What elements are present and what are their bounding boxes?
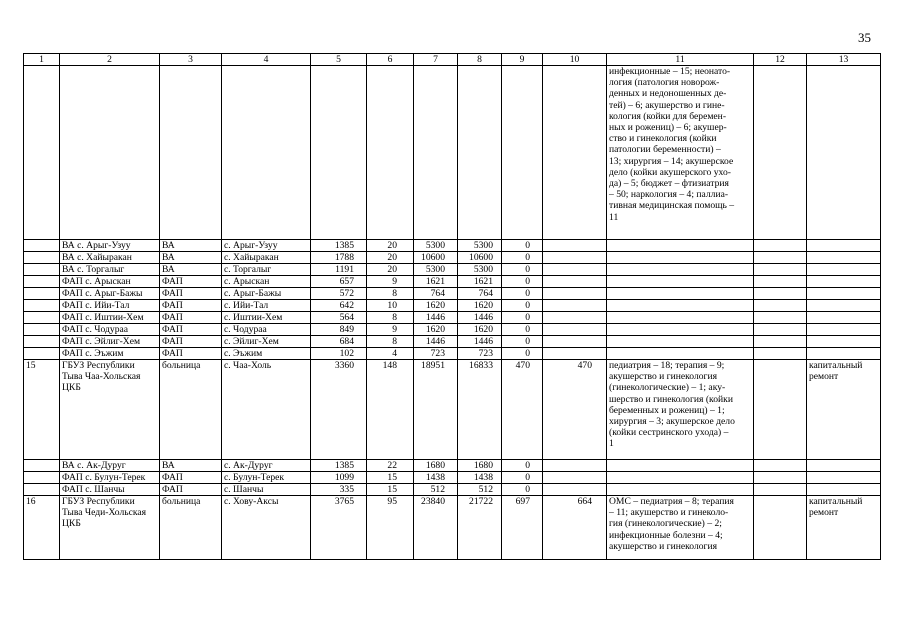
cell-col-13 (807, 276, 881, 288)
table-row (24, 336, 881, 348)
cell-col-4: с. Эъжим (222, 348, 311, 360)
cell-col-9: 0 (502, 484, 543, 496)
cell-col-6: 10 (367, 300, 414, 312)
cell-col-10 (543, 484, 607, 496)
cell-col-8: 1446 (458, 336, 502, 348)
table-row (24, 472, 881, 484)
cell-col-13: капитальный ремонт (807, 360, 881, 460)
cell-col-6: 8 (367, 288, 414, 300)
cell-col-9: 0 (502, 240, 543, 252)
cell-col-4: с. Арыг-Узуу (222, 240, 311, 252)
cell-col-7: 10600 (414, 252, 458, 264)
cell-col-1 (24, 312, 60, 324)
cell-col-10 (543, 472, 607, 484)
cell-col-8: 723 (458, 348, 502, 360)
cell-col-5: 1788 (311, 252, 367, 264)
cell-col-6: 22 (367, 460, 414, 472)
cell-col-8: 512 (458, 484, 502, 496)
cell-col-5: 849 (311, 324, 367, 336)
cell-col-5: 1099 (311, 472, 367, 484)
cell-col-7: 723 (414, 348, 458, 360)
table-row (24, 496, 881, 560)
cell-col-8: 1620 (458, 300, 502, 312)
cell-col-7: 18951 (414, 360, 458, 460)
cell-col-3: ФАП (160, 312, 222, 324)
cell-col-6: 20 (367, 264, 414, 276)
cell-col-12 (754, 312, 807, 324)
cell-col-7: 1438 (414, 472, 458, 484)
cell-col-5: 564 (311, 312, 367, 324)
table-row (24, 288, 881, 300)
cell-col-13 (807, 472, 881, 484)
cell-col-5: 684 (311, 336, 367, 348)
cell-col-6: 20 (367, 240, 414, 252)
cell-col-4: с. Арыг-Бажы (222, 288, 311, 300)
cell-col-11 (607, 336, 754, 348)
cell-col-4: с. Чодураа (222, 324, 311, 336)
cell-col-2: ВА с. Хайыракан (60, 252, 160, 264)
column-header-9: 9 (502, 54, 543, 66)
cell-col-13 (807, 484, 881, 496)
cell-col-6: 9 (367, 324, 414, 336)
cell-col-9: 470 (502, 360, 543, 460)
cell-col-3: ФАП (160, 348, 222, 360)
cell-col-2: ФАП с. Эъжим (60, 348, 160, 360)
cell-col-13 (807, 288, 881, 300)
cell-col-7: 5300 (414, 240, 458, 252)
cell-col-4: с. Ийи-Тал (222, 300, 311, 312)
table-row (24, 240, 881, 252)
cell-col-4: с. Эйлиг-Хем (222, 336, 311, 348)
cell-col-1 (24, 324, 60, 336)
table-row (24, 264, 881, 276)
cell-col-11 (607, 300, 754, 312)
cell-col-4: с. Торгалыг (222, 264, 311, 276)
cell-col-3: больница (160, 360, 222, 460)
cell-col-10 (543, 460, 607, 472)
cell-col-10: 470 (543, 360, 607, 460)
cell-col-1 (24, 472, 60, 484)
column-header-12: 12 (754, 54, 807, 66)
cell-col-13 (807, 460, 881, 472)
cell-col-4: с. Ак-Дуруг (222, 460, 311, 472)
cell-col-10 (543, 336, 607, 348)
cell-col-6: 4 (367, 348, 414, 360)
cell-col-6: 95 (367, 496, 414, 560)
column-header-13: 13 (807, 54, 881, 66)
cell-col-11: педиатрия – 18; терапия – 9; акушерство и гинекология (гинекологические) – 1; аку- шерство и гинекология (койки беременных и рожениц) – 1; хирургия – 3; акушерское дело (койки сестринского ухода) – 1 (607, 360, 754, 460)
table-row (24, 460, 881, 472)
cell-col-2: ФАП с. Шанчы (60, 484, 160, 496)
cell-col-6: 15 (367, 484, 414, 496)
cell-col-11 (607, 252, 754, 264)
cell-col-5: 1385 (311, 460, 367, 472)
cell-col-12 (754, 264, 807, 276)
cell-col-5: 572 (311, 288, 367, 300)
table-row (24, 360, 881, 460)
cell-col-5 (311, 66, 367, 240)
cell-col-9: 0 (502, 300, 543, 312)
cell-col-11 (607, 472, 754, 484)
cell-col-12 (754, 288, 807, 300)
cell-col-13: капитальный ремонт (807, 496, 881, 560)
cell-col-2: ФАП с. Арыскан (60, 276, 160, 288)
cell-col-3: ФАП (160, 276, 222, 288)
cell-col-13 (807, 348, 881, 360)
cell-col-11 (607, 312, 754, 324)
cell-col-7: 5300 (414, 264, 458, 276)
column-header-8: 8 (458, 54, 502, 66)
cell-col-5: 3765 (311, 496, 367, 560)
cell-col-6: 148 (367, 360, 414, 460)
cell-col-6: 15 (367, 472, 414, 484)
cell-col-9: 0 (502, 276, 543, 288)
cell-col-9: 0 (502, 312, 543, 324)
cell-col-1 (24, 252, 60, 264)
column-header-1: 1 (24, 54, 60, 66)
column-header-7: 7 (414, 54, 458, 66)
cell-col-6: 9 (367, 276, 414, 288)
cell-col-2: ФАП с. Иштии-Хем (60, 312, 160, 324)
cell-col-7: 1446 (414, 312, 458, 324)
cell-col-12 (754, 360, 807, 460)
table-row (24, 252, 881, 264)
cell-col-9: 0 (502, 460, 543, 472)
cell-col-2: ВА с. Арыг-Узуу (60, 240, 160, 252)
cell-col-7: 764 (414, 288, 458, 300)
cell-col-4: с. Булун-Терек (222, 472, 311, 484)
cell-col-1 (24, 66, 60, 240)
cell-col-2: ГБУЗ Республики Тыва Чаа-Хольская ЦКБ (60, 360, 160, 460)
cell-col-11 (607, 460, 754, 472)
cell-col-11 (607, 348, 754, 360)
table-row (24, 312, 881, 324)
cell-col-11 (607, 324, 754, 336)
cell-col-13 (807, 66, 881, 240)
cell-col-8: 21722 (458, 496, 502, 560)
cell-col-9: 0 (502, 348, 543, 360)
cell-col-5: 335 (311, 484, 367, 496)
cell-col-3: больница (160, 496, 222, 560)
cell-col-7: 1621 (414, 276, 458, 288)
cell-col-3: ВА (160, 252, 222, 264)
cell-col-4 (222, 66, 311, 240)
cell-col-13 (807, 252, 881, 264)
cell-col-2: ВА с. Торгалыг (60, 264, 160, 276)
cell-col-9: 0 (502, 324, 543, 336)
cell-col-12 (754, 324, 807, 336)
cell-col-11: инфекционные – 15; неонато- логия (патология новорож- денных и недоношенных де- тей) – 6; акушерство и гине- кология (койки для беремен- ных и рожениц) – 6; акушер- ство и гинекология (койки патологии беременности) – 13; хирургия – 14; акушерское дело (койки акушерского ухо- да) – 5; бюджет – фтизиатрия – 50; наркология – 4; паллиа- тивная медицинская помощь – 11 (607, 66, 754, 240)
cell-col-7: 512 (414, 484, 458, 496)
cell-col-10 (543, 252, 607, 264)
cell-col-1 (24, 276, 60, 288)
cell-col-4: с. Хову-Аксы (222, 496, 311, 560)
cell-col-13 (807, 264, 881, 276)
cell-col-3: ФАП (160, 336, 222, 348)
cell-col-3: ВА (160, 460, 222, 472)
column-header-5: 5 (311, 54, 367, 66)
cell-col-8: 1446 (458, 312, 502, 324)
cell-col-1: 15 (24, 360, 60, 460)
cell-col-10 (543, 300, 607, 312)
cell-col-2: ФАП с. Чодураа (60, 324, 160, 336)
cell-col-5: 102 (311, 348, 367, 360)
cell-col-13 (807, 324, 881, 336)
cell-col-8: 764 (458, 288, 502, 300)
column-header-11: 11 (607, 54, 754, 66)
cell-col-12 (754, 66, 807, 240)
cell-col-9: 0 (502, 336, 543, 348)
cell-col-10: 664 (543, 496, 607, 560)
cell-col-8: 5300 (458, 264, 502, 276)
cell-col-1: 16 (24, 496, 60, 560)
cell-col-2: ФАП с. Булун-Терек (60, 472, 160, 484)
cell-col-13 (807, 312, 881, 324)
column-header-6: 6 (367, 54, 414, 66)
cell-col-13 (807, 240, 881, 252)
cell-col-3: ФАП (160, 484, 222, 496)
cell-col-8: 10600 (458, 252, 502, 264)
cell-col-12 (754, 472, 807, 484)
table-row (24, 300, 881, 312)
cell-col-8: 1621 (458, 276, 502, 288)
cell-col-5: 642 (311, 300, 367, 312)
table-row (24, 348, 881, 360)
table-row (24, 324, 881, 336)
column-header-10: 10 (543, 54, 607, 66)
cell-col-7: 1620 (414, 324, 458, 336)
cell-col-6 (367, 66, 414, 240)
cell-col-7 (414, 66, 458, 240)
cell-col-2: ВА с. Ак-Дуруг (60, 460, 160, 472)
column-header-4: 4 (222, 54, 311, 66)
cell-col-4: с. Арыскан (222, 276, 311, 288)
cell-col-3: ФАП (160, 324, 222, 336)
cell-col-2: ФАП с. Эйлиг-Хем (60, 336, 160, 348)
cell-col-12 (754, 336, 807, 348)
cell-col-5: 1191 (311, 264, 367, 276)
cell-col-3 (160, 66, 222, 240)
cell-col-2: ГБУЗ Республики Тыва Чеди-Хольская ЦКБ (60, 496, 160, 560)
cell-col-10 (543, 312, 607, 324)
cell-col-7: 23840 (414, 496, 458, 560)
cell-col-11: ОМС – педиатрия – 8; терапия – 11; акушерство и гинеколо- гия (гинекологические) – 2; инфекционные болезни – 4; акушерство и гинекология (607, 496, 754, 560)
table-row (24, 66, 881, 240)
cell-col-1 (24, 288, 60, 300)
cell-col-12 (754, 460, 807, 472)
cell-col-11 (607, 484, 754, 496)
cell-col-7: 1680 (414, 460, 458, 472)
cell-col-11 (607, 288, 754, 300)
cell-col-3: ВА (160, 264, 222, 276)
cell-col-4: с. Хайыракан (222, 252, 311, 264)
cell-col-4: с. Чаа-Холь (222, 360, 311, 460)
cell-col-6: 20 (367, 252, 414, 264)
cell-col-8: 1438 (458, 472, 502, 484)
cell-col-5: 1385 (311, 240, 367, 252)
cell-col-12 (754, 496, 807, 560)
cell-col-3: ФАП (160, 288, 222, 300)
data-table (23, 53, 881, 560)
cell-col-13 (807, 300, 881, 312)
cell-col-10 (543, 324, 607, 336)
cell-col-12 (754, 240, 807, 252)
cell-col-12 (754, 484, 807, 496)
cell-col-13 (807, 336, 881, 348)
header-row (24, 54, 881, 66)
cell-col-2: ФАП с. Арыг-Бажы (60, 288, 160, 300)
cell-col-5: 3360 (311, 360, 367, 460)
cell-col-5: 657 (311, 276, 367, 288)
cell-col-1 (24, 460, 60, 472)
cell-col-11 (607, 240, 754, 252)
cell-col-11 (607, 264, 754, 276)
table-row (24, 484, 881, 496)
cell-col-3: ФАП (160, 300, 222, 312)
cell-col-8: 1680 (458, 460, 502, 472)
cell-col-7: 1446 (414, 336, 458, 348)
cell-col-9: 0 (502, 264, 543, 276)
cell-col-8: 1620 (458, 324, 502, 336)
cell-col-6: 8 (367, 312, 414, 324)
cell-col-1 (24, 336, 60, 348)
cell-col-11 (607, 276, 754, 288)
cell-col-12 (754, 276, 807, 288)
cell-col-10 (543, 240, 607, 252)
cell-col-8: 5300 (458, 240, 502, 252)
cell-col-10 (543, 264, 607, 276)
cell-col-12 (754, 348, 807, 360)
cell-col-12 (754, 300, 807, 312)
cell-col-1 (24, 348, 60, 360)
cell-col-8 (458, 66, 502, 240)
cell-col-10 (543, 348, 607, 360)
cell-col-1 (24, 264, 60, 276)
cell-col-10 (543, 288, 607, 300)
cell-col-3: ФАП (160, 472, 222, 484)
cell-col-9 (502, 66, 543, 240)
cell-col-4: с. Иштии-Хем (222, 312, 311, 324)
page-number: 35 (858, 30, 871, 45)
cell-col-6: 8 (367, 336, 414, 348)
cell-col-9: 0 (502, 288, 543, 300)
cell-col-8: 16833 (458, 360, 502, 460)
cell-col-9: 0 (502, 252, 543, 264)
cell-col-1 (24, 240, 60, 252)
cell-col-9: 697 (502, 496, 543, 560)
table-row (24, 276, 881, 288)
cell-col-12 (754, 252, 807, 264)
cell-col-9: 0 (502, 472, 543, 484)
cell-col-4: с. Шанчы (222, 484, 311, 496)
cell-col-3: ВА (160, 240, 222, 252)
cell-col-1 (24, 300, 60, 312)
cell-col-7: 1620 (414, 300, 458, 312)
cell-col-10 (543, 276, 607, 288)
cell-col-1 (24, 484, 60, 496)
cell-col-2: ФАП с. Ийи-Тал (60, 300, 160, 312)
cell-col-10 (543, 66, 607, 240)
column-header-2: 2 (60, 54, 160, 66)
cell-col-2 (60, 66, 160, 240)
column-header-3: 3 (160, 54, 222, 66)
